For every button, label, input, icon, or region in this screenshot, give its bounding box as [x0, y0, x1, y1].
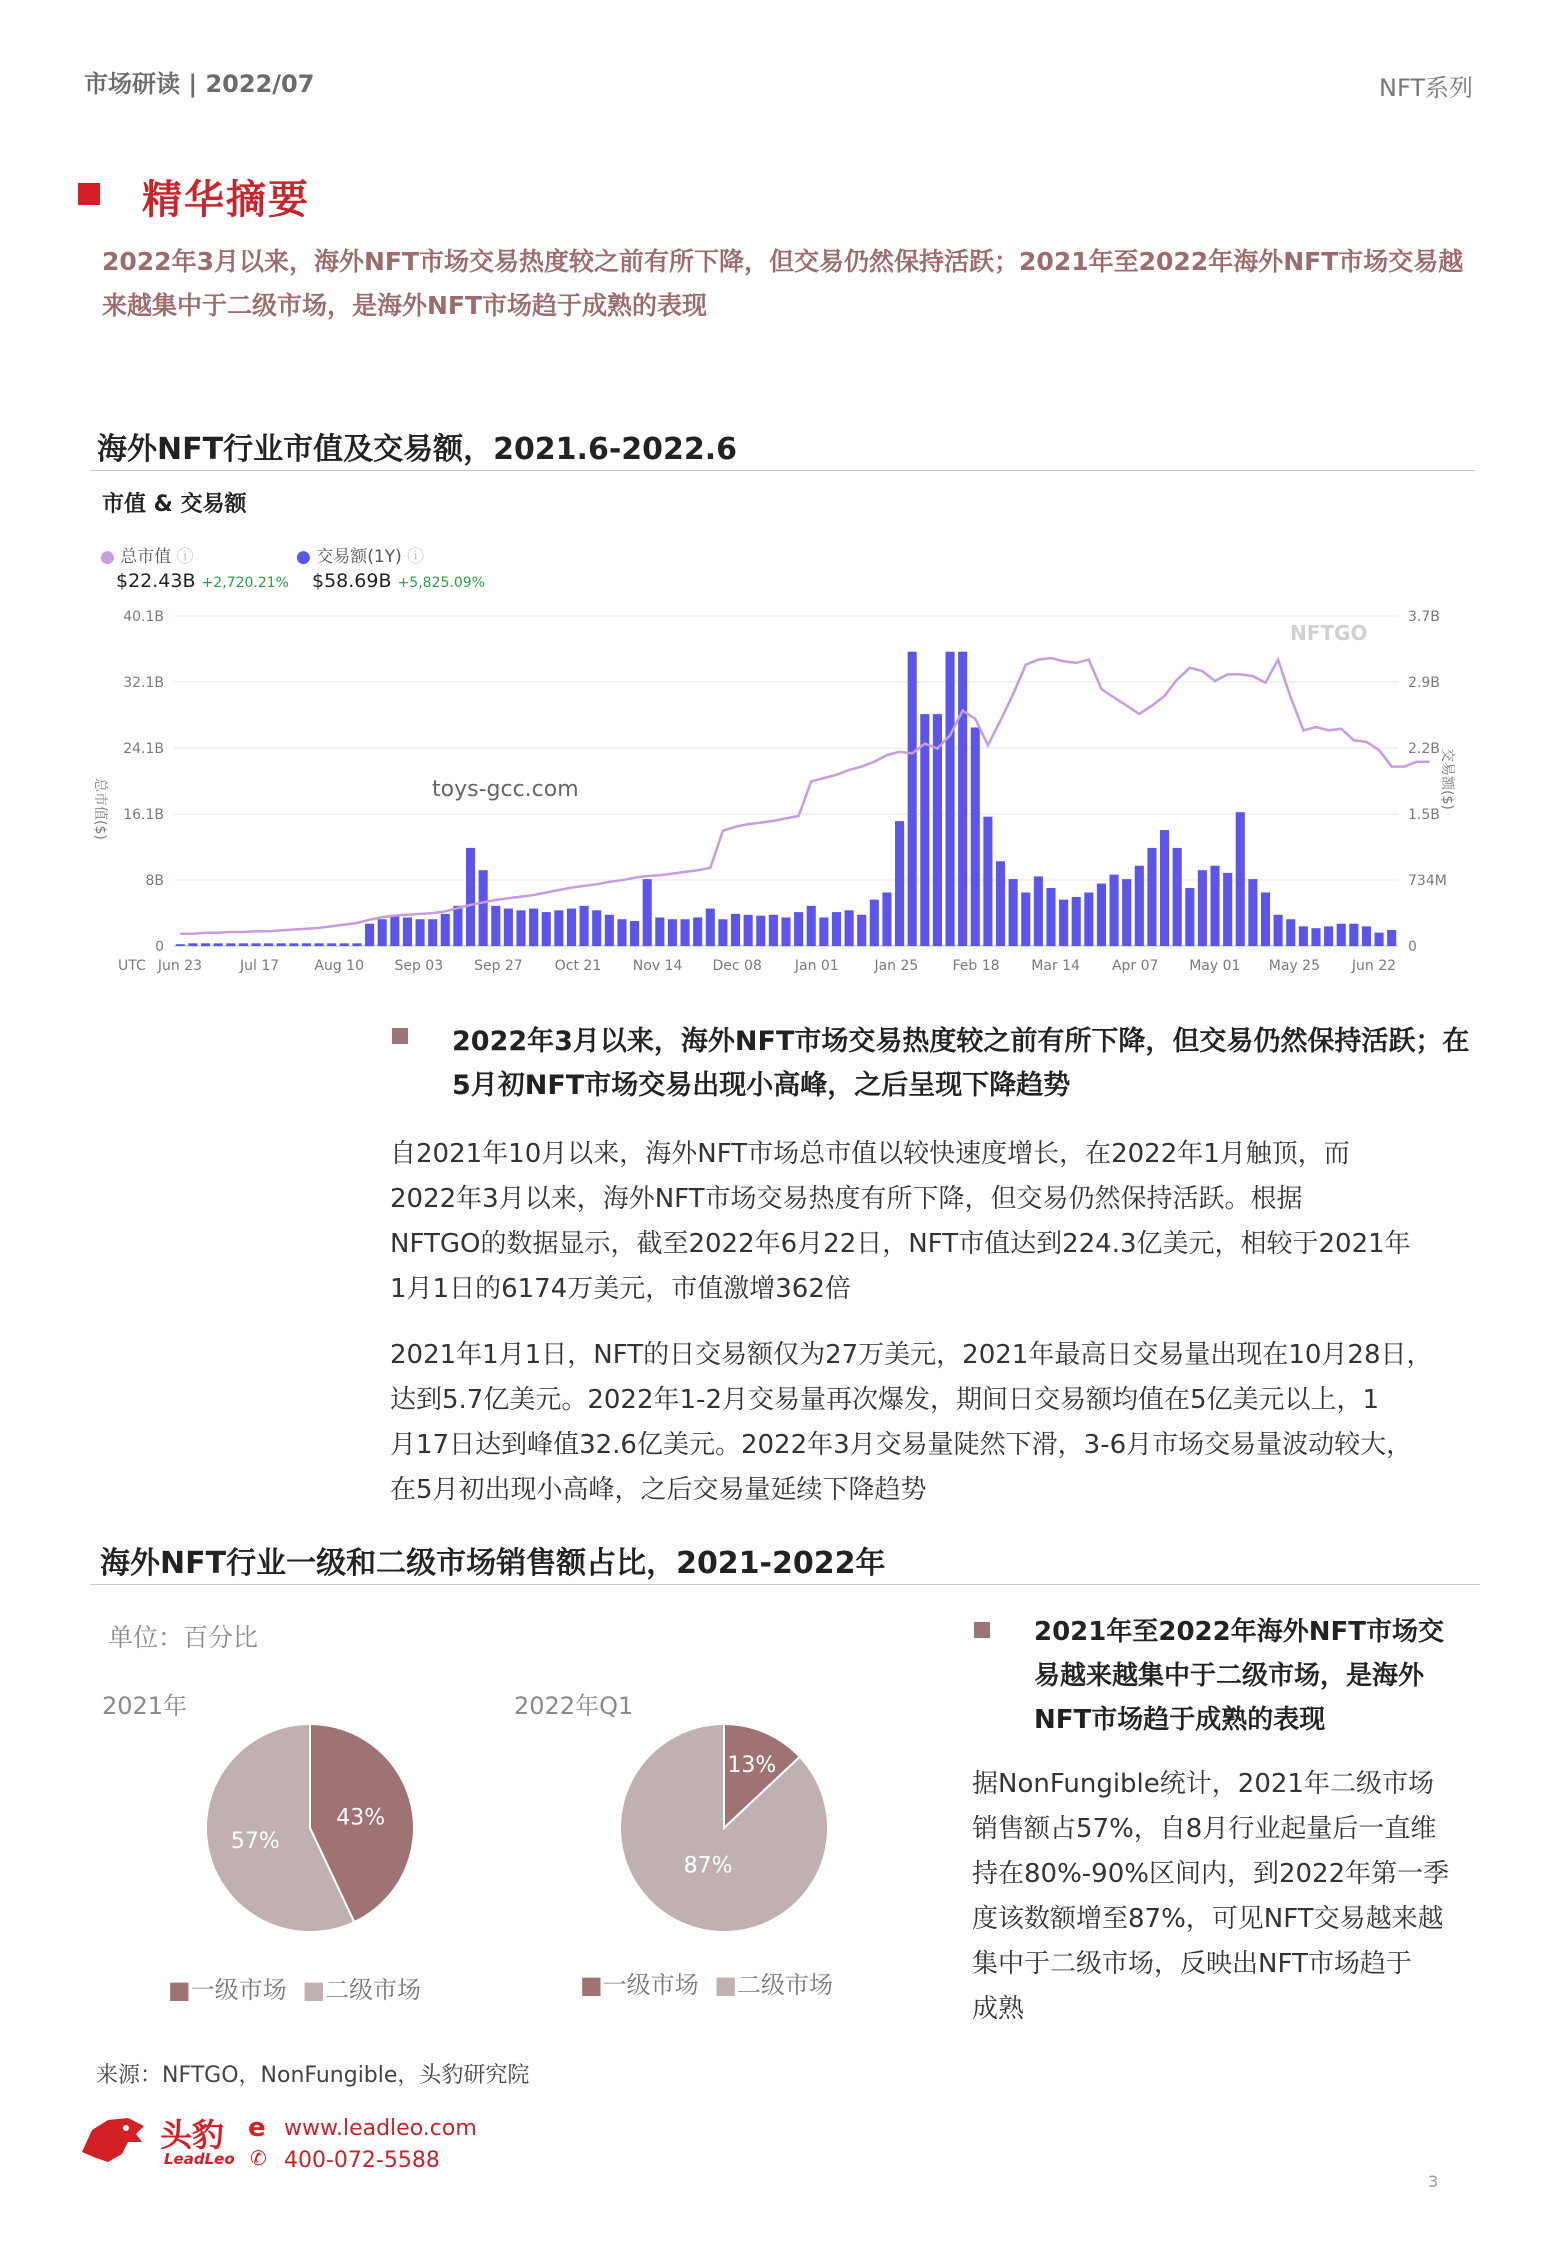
volume-bar: [378, 919, 387, 946]
volume-bar: [302, 943, 311, 946]
volume-bar: [1311, 928, 1320, 946]
para-line: 2021年1月1日，NFT的日交易额仅为27万美元，2021年最高日交易量出现在10月28日，: [390, 1340, 1433, 1370]
volume-bar: [251, 943, 260, 946]
x-tick-label: Dec 08: [712, 958, 762, 974]
x-tick-label: Jun 22: [1351, 958, 1397, 974]
body-line: 成熟: [972, 1994, 1025, 2024]
volume-bar: [983, 817, 992, 946]
left-tick-label: 0: [155, 939, 164, 955]
pie2-legend: [580, 1965, 833, 2000]
x-tick-label: Jun 23: [157, 958, 203, 974]
para-line: 达到5.7亿美元。2022年1-2月交易量再次爆发，期间日交易额均值在5亿美元以上，1: [390, 1385, 1380, 1415]
volume-bar: [1160, 830, 1169, 946]
legend-cap-label: 总市值: [120, 547, 172, 567]
x-tick-label: Sep 03: [394, 958, 444, 974]
body-line: 销售额占57%，自8月行业起量后一直维: [972, 1814, 1437, 1844]
title-line: 2021年至2022年海外NFT市场交: [1034, 1617, 1444, 1647]
volume-bar: [529, 909, 538, 946]
nftgo-watermark: NFTGO: [1290, 621, 1368, 645]
x-tick-label: Oct 21: [554, 958, 602, 974]
volume-bar: [441, 914, 450, 946]
x-tick-label: Sep 27: [474, 958, 523, 974]
volume-bar: [819, 917, 828, 946]
volume-bar: [188, 943, 197, 946]
x-tick-label: Mar 14: [1031, 958, 1080, 974]
volume-bar: [226, 943, 235, 946]
volume-bar: [1387, 930, 1396, 946]
volume-bar: [1210, 866, 1219, 946]
left-axis-title: 总市值($): [92, 778, 108, 840]
chart2-rule: [90, 1584, 1480, 1585]
para-line: 1月1日的6174万美元，市值激增362倍: [390, 1274, 851, 1304]
volume-bar: [1185, 888, 1194, 946]
x-tick-label: Jan 01: [794, 958, 839, 974]
x-tick-label: Apr 07: [1111, 958, 1159, 974]
brand-en: LeadLeo: [164, 2150, 235, 2168]
pie1-year: 2021年: [102, 1692, 188, 1720]
body-line: 据NonFungible统计，2021年二级市场: [972, 1769, 1434, 1799]
volume-bar: [289, 943, 298, 946]
volume-bar: [390, 915, 399, 946]
legend-cap-change: +2,720.21%: [201, 575, 289, 591]
volume-bar: [542, 912, 551, 946]
volume-bar: [1261, 892, 1270, 946]
volume-bar: [908, 652, 917, 946]
utc-label: UTC: [118, 958, 146, 974]
pie2-primary-label: 13%: [727, 1752, 777, 1778]
chart1-panel-title: 市值 & 交易额: [102, 492, 247, 517]
para-line: 月17日达到峰值32.6亿美元。2022年3月交易量陡然下滑，3-6月市场交易量波动较大，: [390, 1430, 1413, 1460]
volume-bar: [706, 909, 715, 946]
volume-bar: [1274, 915, 1283, 946]
legend-secondary: 二级市场: [737, 1971, 834, 1999]
volume-bar: [1021, 892, 1030, 946]
left-tick-label: 8B: [145, 873, 164, 889]
right-tick-label: 2.9B: [1408, 675, 1440, 691]
volume-bar: [315, 943, 324, 946]
primary-swatch-icon: ■: [168, 1976, 191, 2004]
volume-bar: [201, 943, 210, 946]
volume-bar: [643, 879, 652, 946]
bullet1-marker: [392, 1028, 408, 1044]
primary-swatch-icon: ■: [580, 1971, 603, 1999]
volume-bar: [882, 892, 891, 946]
volume-bar: [1110, 875, 1119, 946]
legend-vol-change: +5,825.09%: [397, 575, 485, 591]
volume-bar: [1362, 926, 1371, 946]
volume-bar: [479, 870, 488, 946]
title-line: 易越来越集中于二级市场，是海外: [1034, 1661, 1425, 1691]
volume-bar: [1122, 879, 1131, 946]
volume-bar: [176, 944, 185, 946]
volume-bar: [416, 919, 425, 946]
right-axis-title: 交易额($): [1439, 748, 1455, 810]
cap-dot-icon: ●: [100, 547, 115, 567]
footer-phone: 400-072-5588: [284, 2148, 440, 2173]
volume-bar: [580, 906, 589, 946]
volume-bar: [264, 943, 273, 946]
volume-bar: [895, 821, 904, 946]
legend-vol: [296, 542, 424, 567]
legend-cap-value: $22.43B: [116, 570, 196, 592]
volume-bar: [1147, 848, 1156, 946]
x-tick-label: Aug 10: [314, 958, 365, 974]
volume-bar: [592, 910, 601, 946]
brand-name: 头豹: [160, 2116, 225, 2154]
bullet2-marker: [974, 1622, 990, 1638]
volume-bar: [567, 909, 576, 946]
pie1-secondary-label: 57%: [230, 1829, 280, 1855]
volume-bar: [1009, 879, 1018, 946]
legend-cap: [100, 542, 194, 567]
header-right: NFT系列: [1379, 74, 1473, 102]
volume-bar: [1299, 926, 1308, 946]
volume-bar: [1097, 884, 1106, 946]
volume-bar: [340, 943, 349, 946]
para-line: 2022年3月以来，海外NFT市场交易热度有所下降，但交易仍然保持活跃。根据: [390, 1184, 1303, 1214]
volume-bar: [1223, 873, 1232, 946]
volume-bar: [794, 912, 803, 946]
volume-bar: [781, 917, 790, 946]
x-tick-label: Jul 17: [240, 958, 280, 974]
pie2-year: 2022年Q1: [514, 1692, 634, 1720]
section-title: 精华摘要: [142, 177, 310, 223]
volume-bar: [1236, 812, 1245, 946]
chart2-unit: 单位：百分比: [108, 1623, 259, 1652]
vol-dot-icon: ●: [296, 547, 311, 567]
secondary-swatch-icon: ■: [714, 1971, 738, 1999]
volume-bar: [554, 910, 563, 946]
volume-bar: [1072, 897, 1081, 946]
leadleo-logo-icon: [78, 2112, 148, 2168]
volume-bar: [1059, 900, 1068, 946]
volume-bar: [1084, 892, 1093, 946]
pie1-legend: [168, 1970, 421, 2005]
pie1-primary-label: 43%: [336, 1805, 386, 1831]
left-tick-label: 32.1B: [123, 675, 164, 691]
volume-bar: [1349, 924, 1358, 946]
volume-bar: [239, 943, 248, 946]
legend-vol-value-wrap: [312, 570, 485, 592]
volume-bar: [718, 919, 727, 946]
secondary-swatch-icon: ■: [302, 1976, 326, 2004]
right-tick-label: 1.5B: [1408, 807, 1440, 823]
chart1-heading: 海外NFT行业市值及交易额，2021.6-2022.6: [97, 432, 738, 467]
legend-primary: 一级市场: [190, 1976, 287, 2004]
phone-icon: ✆: [250, 2146, 267, 2170]
left-tick-label: 16.1B: [123, 807, 164, 823]
volume-bar: [693, 917, 702, 946]
chart1-rule: [90, 470, 1475, 471]
volume-bar: [971, 727, 980, 946]
volume-bar: [731, 914, 740, 946]
volume-bar: [668, 919, 677, 946]
volume-bar: [832, 912, 841, 946]
volume-bar: [655, 917, 664, 946]
title-line: NFT市场趋于成熟的表现: [1034, 1705, 1326, 1735]
volume-bar: [756, 916, 765, 946]
volume-bar: [681, 919, 690, 946]
x-tick-label: Jan 25: [874, 958, 919, 974]
chart2-heading: 海外NFT行业一级和二级市场销售额占比，2021-2022年: [100, 1546, 886, 1581]
right-tick-label: 734M: [1408, 873, 1447, 889]
volume-bar: [845, 910, 854, 946]
volume-bar: [870, 900, 879, 946]
right-tick-label: 3.7B: [1408, 609, 1440, 625]
volume-bar: [996, 861, 1005, 946]
para-line: 自2021年10月以来，海外NFT市场总市值以较快速度增长，在2022年1月触顶，而: [390, 1139, 1350, 1169]
bullet1-para2: [390, 1333, 1480, 1513]
volume-bar: [453, 906, 462, 946]
pie2-secondary-label: 87%: [683, 1853, 733, 1879]
pie2-svg: [604, 1708, 844, 1948]
site-watermark: toys-gcc.com: [432, 777, 579, 802]
volume-bar: [1286, 919, 1295, 946]
volume-bar: [1046, 888, 1055, 946]
para-line: NFTGO的数据显示，截至2022年6月22日，NFT市值达到224.3亿美元，相较于2021年: [390, 1229, 1411, 1259]
volume-bar: [491, 906, 500, 946]
volume-bar: [958, 652, 967, 946]
volume-bar: [769, 915, 778, 946]
body-line: 集中于二级市场，反映出NFT市场趋于: [972, 1949, 1412, 1979]
legend-secondary: 二级市场: [325, 1976, 422, 2004]
volume-bar: [807, 906, 816, 946]
bullet1-para1: [390, 1132, 1480, 1312]
right-tick-label: 2.2B: [1408, 741, 1440, 757]
volume-bar: [744, 915, 753, 946]
volume-bar: [857, 915, 866, 946]
right-tick-label: 0: [1408, 939, 1417, 955]
legend-vol-label: 交易额(1Y): [316, 547, 402, 567]
body-line: 度该数额增至87%，可见NFT交易越来越: [972, 1904, 1444, 1934]
volume-bar: [277, 943, 286, 946]
body-line: 持在80%-90%区间内，到2022年第一季: [972, 1859, 1450, 1889]
bullet1-title: 2022年3月以来，海外NFT市场交易热度较之前有所下降，但交易仍然保持活跃；在5月初NFT市场交易出现小高峰，之后呈现下降趋势: [452, 1026, 1470, 1101]
x-tick-label: May 01: [1189, 958, 1241, 974]
section-marker: [78, 183, 100, 205]
legend-primary: 一级市场: [602, 1971, 699, 1999]
volume-bar: [352, 943, 361, 946]
volume-bar: [1324, 926, 1333, 946]
left-tick-label: 40.1B: [123, 609, 164, 625]
page-number: 3: [1428, 2172, 1439, 2191]
legend-cap-value-wrap: [116, 570, 289, 592]
volume-bar: [214, 943, 223, 946]
legend-vol-value: $58.69B: [312, 570, 392, 592]
volume-bar: [1198, 870, 1207, 946]
bullet2-title: [1034, 1610, 1444, 1742]
volume-bar: [504, 909, 513, 946]
summary-text: 2022年3月以来，海外NFT市场交易热度较之前有所下降，但交易仍然保持活跃；2021年至2022年海外NFT市场交易越来越集中于二级市场，是海外NFT市场趋于成熟的表现: [102, 247, 1464, 320]
volume-bar: [466, 848, 475, 946]
volume-bar: [428, 919, 437, 946]
chart1-svg: [90, 600, 1455, 980]
footer-website[interactable]: www.leadleo.com: [284, 2116, 477, 2141]
x-tick-label: Feb 18: [952, 958, 1000, 974]
volume-bar: [945, 652, 954, 946]
header-left: 市场研读 | 2022/07: [84, 70, 315, 98]
source-note: 来源：NFTGO，NonFungible，头豹研究院: [96, 2063, 530, 2088]
volume-bar: [617, 919, 626, 946]
info-icon: ⓘ: [176, 547, 194, 567]
volume-bar: [920, 714, 929, 946]
pie1-svg: [190, 1708, 430, 1948]
volume-bar: [516, 910, 525, 946]
web-icon: e: [248, 2113, 266, 2143]
para-line: 在5月初出现小高峰，之后交易量延续下降趋势: [390, 1475, 927, 1505]
volume-bar: [327, 943, 336, 946]
bullet2-body: [972, 1762, 1449, 2032]
x-tick-label: May 25: [1268, 958, 1321, 974]
x-tick-label: Nov 14: [632, 958, 683, 974]
volume-bar: [1135, 866, 1144, 946]
volume-bar: [403, 917, 412, 946]
left-tick-label: 24.1B: [123, 741, 164, 757]
volume-bar: [1173, 848, 1182, 946]
volume-bar: [1337, 924, 1346, 946]
info-icon: ⓘ: [407, 547, 425, 567]
volume-bar: [365, 924, 374, 946]
volume-bar: [1375, 933, 1384, 946]
volume-bar: [605, 915, 614, 946]
volume-bar: [630, 921, 639, 946]
volume-bar: [1034, 876, 1043, 946]
volume-bar: [1248, 879, 1257, 946]
